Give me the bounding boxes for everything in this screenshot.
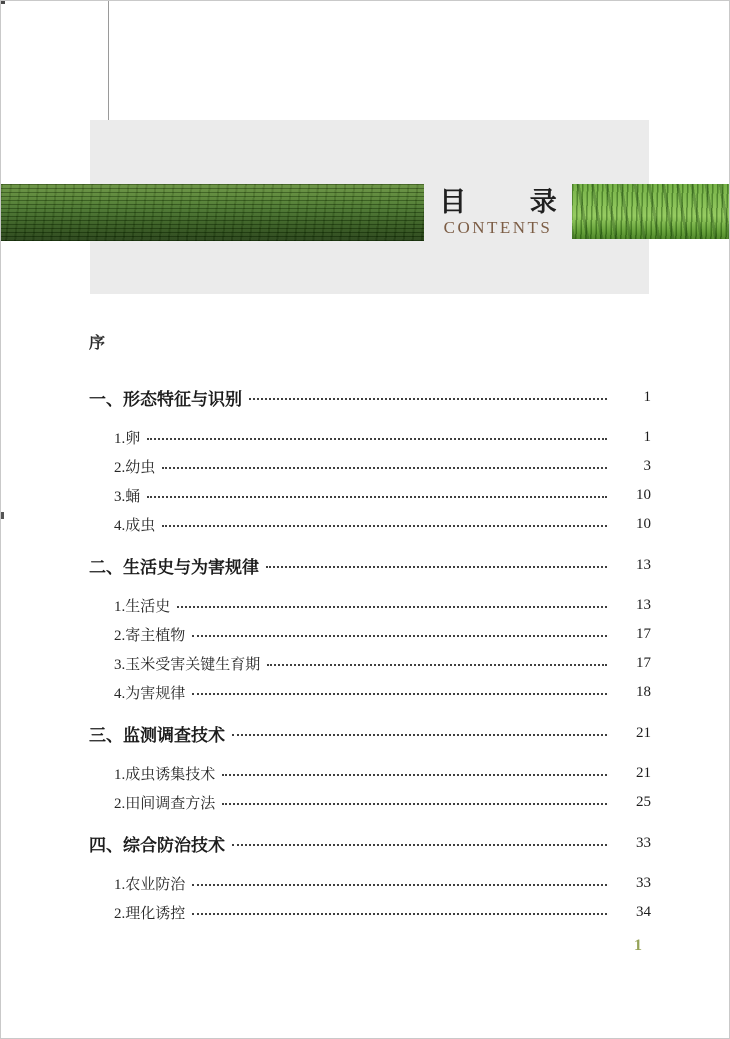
item-page-number: 17	[636, 625, 651, 642]
toc-item-row	[89, 594, 651, 616]
section-label: 四、综合防治技术	[89, 835, 225, 855]
dot-leader	[222, 774, 607, 776]
scan-artifact-left-edge	[1, 512, 4, 519]
toc-item-row	[89, 513, 651, 535]
page-subtitle: CONTENTS	[443, 218, 553, 237]
toc-item-row	[89, 484, 651, 506]
section-label: 二、生活史与为害规律	[89, 557, 259, 577]
item-page-number: 10	[636, 515, 651, 532]
preface-label: 序	[89, 335, 106, 352]
item-page-number: 3	[643, 457, 651, 474]
item-label: 2.田间调查方法	[114, 795, 216, 812]
dot-leader	[267, 664, 607, 666]
dot-leader	[192, 693, 607, 695]
banner-title-block	[424, 187, 572, 243]
item-label: 1.生活史	[114, 598, 171, 615]
toc-item-row	[89, 681, 651, 703]
toc-item-row	[89, 652, 651, 674]
section-page-number: 21	[636, 724, 651, 741]
dot-leader	[162, 525, 607, 527]
toc-section-row	[89, 552, 651, 578]
dot-leader	[192, 884, 607, 886]
item-label: 2.幼虫	[114, 459, 156, 476]
item-page-number: 34	[636, 903, 651, 920]
scan-artifact-top-left	[1, 1, 5, 4]
dot-leader	[232, 844, 607, 846]
dot-leader	[192, 913, 607, 915]
dot-leader	[222, 803, 607, 805]
dot-leader	[147, 496, 607, 498]
page-title: 目 录	[439, 187, 557, 217]
footer-page-number: 1	[634, 937, 642, 954]
toc-item-row	[89, 623, 651, 645]
toc-section-row	[89, 830, 651, 856]
item-label: 1.卵	[114, 430, 141, 447]
toc-list	[89, 334, 651, 923]
dot-leader	[162, 467, 607, 469]
toc-section-row	[89, 384, 651, 410]
item-label: 2.理化诱控	[114, 905, 186, 922]
dot-leader	[192, 635, 607, 637]
section-label: 一、形态特征与识别	[89, 389, 242, 409]
toc-item-row	[89, 872, 651, 894]
section-page-number: 13	[636, 556, 651, 573]
item-label: 2.寄主植物	[114, 627, 186, 644]
toc-item-row	[89, 791, 651, 813]
item-label: 3.蛹	[114, 488, 141, 505]
section-page-number: 1	[643, 388, 651, 405]
section-page-number: 33	[636, 834, 651, 851]
toc-item-row	[89, 901, 651, 923]
left-field-photo	[1, 184, 424, 241]
item-page-number: 21	[636, 764, 651, 781]
item-label: 3.玉米受害关键生育期	[114, 656, 261, 673]
dot-leader	[232, 734, 607, 736]
item-label: 1.农业防治	[114, 876, 186, 893]
section-label: 三、监测调查技术	[89, 725, 225, 745]
item-page-number: 25	[636, 793, 651, 810]
dot-leader	[266, 566, 607, 568]
item-label: 1.成虫诱集技术	[114, 766, 216, 783]
item-page-number: 33	[636, 874, 651, 891]
item-label: 4.为害规律	[114, 685, 186, 702]
item-page-number: 10	[636, 486, 651, 503]
item-page-number: 17	[636, 654, 651, 671]
toc-section-row	[89, 720, 651, 746]
right-field-photo	[572, 184, 730, 239]
toc-item-row	[89, 762, 651, 784]
item-page-number: 13	[636, 596, 651, 613]
dot-leader	[249, 398, 607, 400]
dot-leader	[147, 438, 607, 440]
toc-item-row	[89, 455, 651, 477]
item-page-number: 18	[636, 683, 651, 700]
dot-leader	[177, 606, 607, 608]
toc-item-row	[89, 426, 651, 448]
item-label: 4.成虫	[114, 517, 156, 534]
item-page-number: 1	[643, 428, 651, 445]
